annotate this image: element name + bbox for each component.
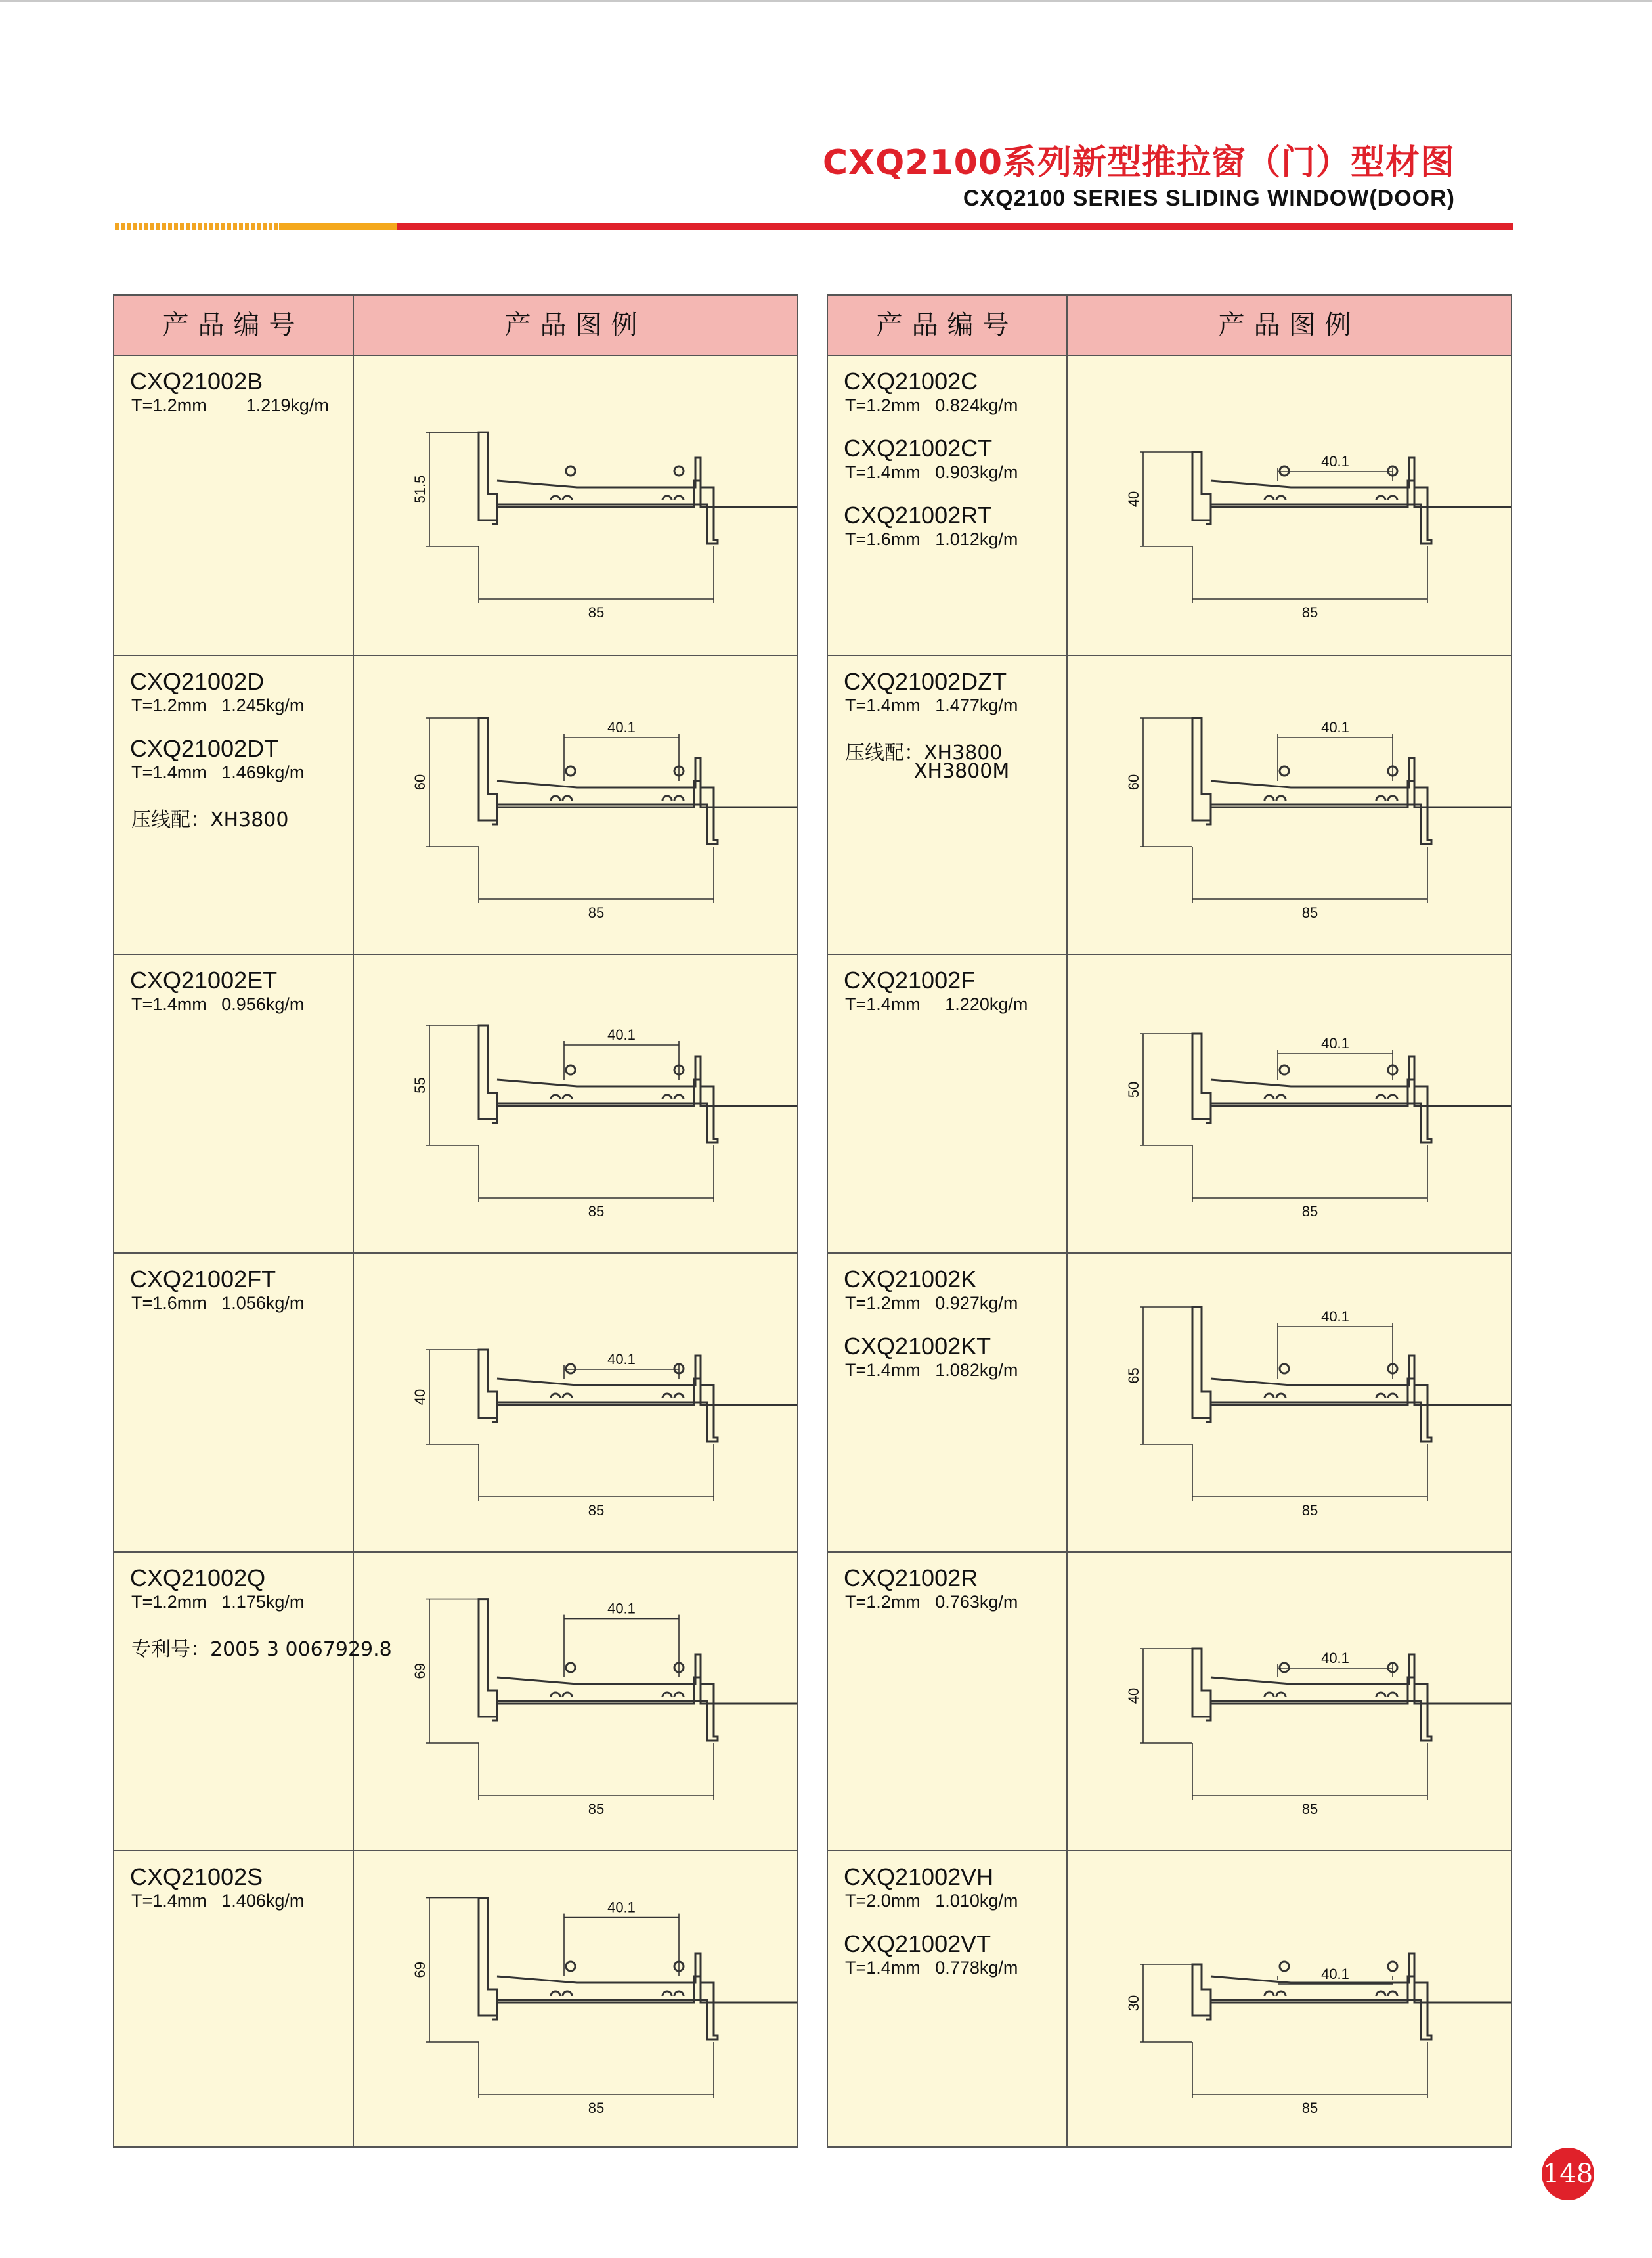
product-spec: T=1.2mm 1.219kg/m — [131, 395, 329, 415]
profile-cross-section — [354, 1851, 797, 2149]
product-info — [114, 955, 353, 1252]
table-row — [828, 1252, 1511, 1551]
product-code: CXQ21002C — [844, 368, 978, 395]
center-label: 40.1 — [607, 1600, 636, 1617]
profile-drawing — [1068, 656, 1511, 954]
profile-cross-section — [1068, 1254, 1511, 1551]
profile-drawing — [1068, 1553, 1511, 1850]
product-spec: T=1.4mm 1.406kg/m — [131, 1891, 305, 1911]
product-spec: T=1.2mm 0.824kg/m — [845, 395, 1018, 415]
table-row — [828, 655, 1511, 954]
width-label: 85 — [1301, 1203, 1318, 1220]
height-label: 60 — [1125, 774, 1142, 791]
center-label: 40.1 — [1321, 1650, 1349, 1666]
profile-cross-section — [1068, 1553, 1511, 1850]
product-info — [114, 1553, 392, 1850]
profile-drawing — [354, 1254, 797, 1551]
product-spec: T=1.2mm 1.175kg/m — [131, 1592, 305, 1612]
profile-cross-section — [1068, 356, 1511, 653]
center-label: 40.1 — [1321, 1308, 1349, 1325]
profile-drawing — [1068, 955, 1511, 1252]
product-code: CXQ21002CT — [844, 435, 993, 462]
profile-cross-section — [1068, 1851, 1511, 2149]
profile-outline — [479, 718, 797, 844]
table-row — [114, 655, 797, 954]
product-code: CXQ21002ET — [130, 967, 278, 994]
profile-outline — [479, 1599, 797, 1740]
product-code: CXQ21002B — [130, 368, 263, 395]
product-info — [114, 1254, 353, 1551]
height-label: 55 — [412, 1077, 428, 1094]
center-label: 40.1 — [607, 719, 636, 736]
width-label: 85 — [588, 1502, 605, 1518]
header-figure: 产品图例 — [1218, 310, 1360, 340]
product-note: 压线配：XH3800 — [845, 742, 1003, 764]
product-info — [828, 955, 1066, 1252]
height-label: 65 — [1125, 1367, 1142, 1384]
product-spec: T=1.6mm 1.012kg/m — [845, 529, 1018, 549]
profile-drawing — [354, 955, 797, 1252]
width-label: 85 — [588, 2100, 605, 2116]
table-row — [114, 356, 797, 655]
table-row — [114, 1252, 797, 1551]
table-row — [828, 1551, 1511, 1850]
profile-outline — [1192, 452, 1511, 544]
product-spec: T=1.2mm 1.245kg/m — [131, 696, 305, 715]
center-label: 40.1 — [1321, 1966, 1349, 1982]
product-code: CXQ21002F — [844, 967, 976, 994]
header-figure: 产品图例 — [504, 310, 647, 340]
product-info — [114, 1851, 353, 2149]
product-code: CXQ21002VT — [844, 1930, 991, 1957]
product-spec: T=1.4mm 1.220kg/m — [845, 994, 1028, 1014]
product-note: XH3800M — [845, 760, 1010, 783]
table-row — [114, 1551, 797, 1850]
header-rule-dotted — [115, 223, 279, 230]
top-border-line — [0, 0, 1652, 2]
profile-outline — [1192, 1953, 1511, 2039]
profile-outline — [479, 1350, 797, 1442]
header-rule-orange — [279, 223, 397, 230]
product-code: CXQ21002Q — [130, 1564, 266, 1591]
height-label: 40 — [1125, 1687, 1142, 1704]
product-note: 专利号：2005 3 0067929.8 — [131, 1638, 392, 1661]
profile-outline — [1192, 1034, 1511, 1143]
profile-drawing — [354, 356, 797, 655]
product-info — [828, 356, 1066, 655]
profile-outline — [1192, 718, 1511, 844]
height-label: 69 — [412, 1663, 428, 1679]
height-label: 30 — [1125, 1995, 1142, 2012]
profile-outline — [1192, 1649, 1511, 1740]
profile-drawing — [354, 1553, 797, 1850]
product-spec: T=1.4mm 0.778kg/m — [845, 1958, 1018, 1978]
profile-table-left — [113, 294, 798, 2148]
profile-cross-section — [1068, 656, 1511, 954]
profile-outline — [479, 1898, 797, 2039]
center-label: 40.1 — [607, 1027, 636, 1043]
profile-cross-section — [354, 656, 797, 954]
table-header — [114, 296, 797, 356]
product-code: CXQ21002R — [844, 1564, 978, 1591]
profile-drawing — [1068, 1851, 1511, 2149]
width-label: 85 — [588, 1801, 605, 1817]
width-label: 85 — [1301, 904, 1318, 921]
product-spec: T=2.0mm 1.010kg/m — [845, 1891, 1018, 1911]
height-label: 60 — [412, 774, 428, 791]
profile-drawing — [354, 656, 797, 954]
profile-drawing — [354, 1851, 797, 2149]
width-label: 85 — [588, 604, 605, 621]
center-label: 40.1 — [1321, 1035, 1349, 1052]
product-code: CXQ21002DT — [130, 735, 279, 762]
header-rule-red — [397, 223, 1513, 230]
width-label: 85 — [1301, 1502, 1318, 1518]
product-spec: T=1.6mm 1.056kg/m — [131, 1293, 305, 1313]
height-label: 40 — [1125, 491, 1142, 508]
header-code: 产品编号 — [876, 310, 1018, 340]
table-header — [828, 296, 1511, 356]
product-spec: T=1.4mm 0.956kg/m — [131, 994, 305, 1014]
product-info — [114, 656, 353, 954]
product-note: 压线配：XH3800 — [131, 808, 289, 831]
profile-cross-section — [1068, 955, 1511, 1252]
page-title-en: CXQ2100 SERIES SLIDING WINDOW(DOOR) — [963, 186, 1455, 211]
width-label: 85 — [1301, 604, 1318, 621]
table-row — [828, 1850, 1511, 2149]
product-info — [828, 1553, 1066, 1850]
width-label: 85 — [1301, 2100, 1318, 2116]
product-spec: T=1.2mm 0.763kg/m — [845, 1592, 1018, 1612]
product-spec: T=1.2mm 0.927kg/m — [845, 1293, 1018, 1313]
center-label: 40.1 — [607, 1899, 636, 1916]
table-row — [114, 1850, 797, 2149]
table-row — [114, 954, 797, 1252]
profile-table-right — [827, 294, 1512, 2148]
profile-drawing — [1068, 356, 1511, 655]
profile-outline — [479, 1025, 797, 1143]
profile-cross-section — [354, 955, 797, 1252]
profile-cross-section — [354, 1553, 797, 1850]
center-label: 40.1 — [1321, 719, 1349, 736]
center-label: 40.1 — [607, 1351, 636, 1367]
product-code: CXQ21002S — [130, 1863, 263, 1890]
product-code: CXQ21002DZT — [844, 668, 1007, 695]
profile-outline — [479, 432, 797, 544]
height-label: 51.5 — [412, 475, 428, 504]
table-row — [828, 356, 1511, 655]
width-label: 85 — [588, 904, 605, 921]
product-code: CXQ21002VH — [844, 1863, 994, 1890]
profile-cross-section — [354, 1254, 797, 1551]
table-row — [828, 954, 1511, 1252]
product-spec: T=1.4mm 0.903kg/m — [845, 462, 1018, 482]
header-code: 产品编号 — [162, 310, 305, 340]
product-code: CXQ21002D — [130, 668, 265, 695]
height-label: 69 — [412, 1962, 428, 1978]
product-code: CXQ21002KT — [844, 1333, 991, 1360]
product-info — [828, 656, 1066, 954]
product-info — [828, 1254, 1066, 1551]
product-info — [114, 356, 353, 655]
product-info — [828, 1851, 1066, 2149]
product-code: CXQ21002RT — [844, 502, 992, 529]
width-label: 85 — [1301, 1801, 1318, 1817]
profile-cross-section — [354, 356, 797, 653]
height-label: 50 — [1125, 1081, 1142, 1098]
product-spec: T=1.4mm 1.477kg/m — [845, 696, 1018, 715]
product-code: CXQ21002K — [844, 1266, 977, 1293]
profile-drawing — [1068, 1254, 1511, 1551]
center-label: 40.1 — [1321, 453, 1349, 470]
product-spec: T=1.4mm 1.469kg/m — [131, 763, 305, 782]
page-title-cn: CXQ2100系列新型推拉窗（门）型材图 — [822, 143, 1455, 183]
height-label: 40 — [412, 1388, 428, 1406]
page-number: 148 — [1542, 2148, 1594, 2200]
product-spec: T=1.4mm 1.082kg/m — [845, 1360, 1018, 1380]
product-code: CXQ21002FT — [130, 1266, 276, 1293]
width-label: 85 — [588, 1203, 605, 1220]
